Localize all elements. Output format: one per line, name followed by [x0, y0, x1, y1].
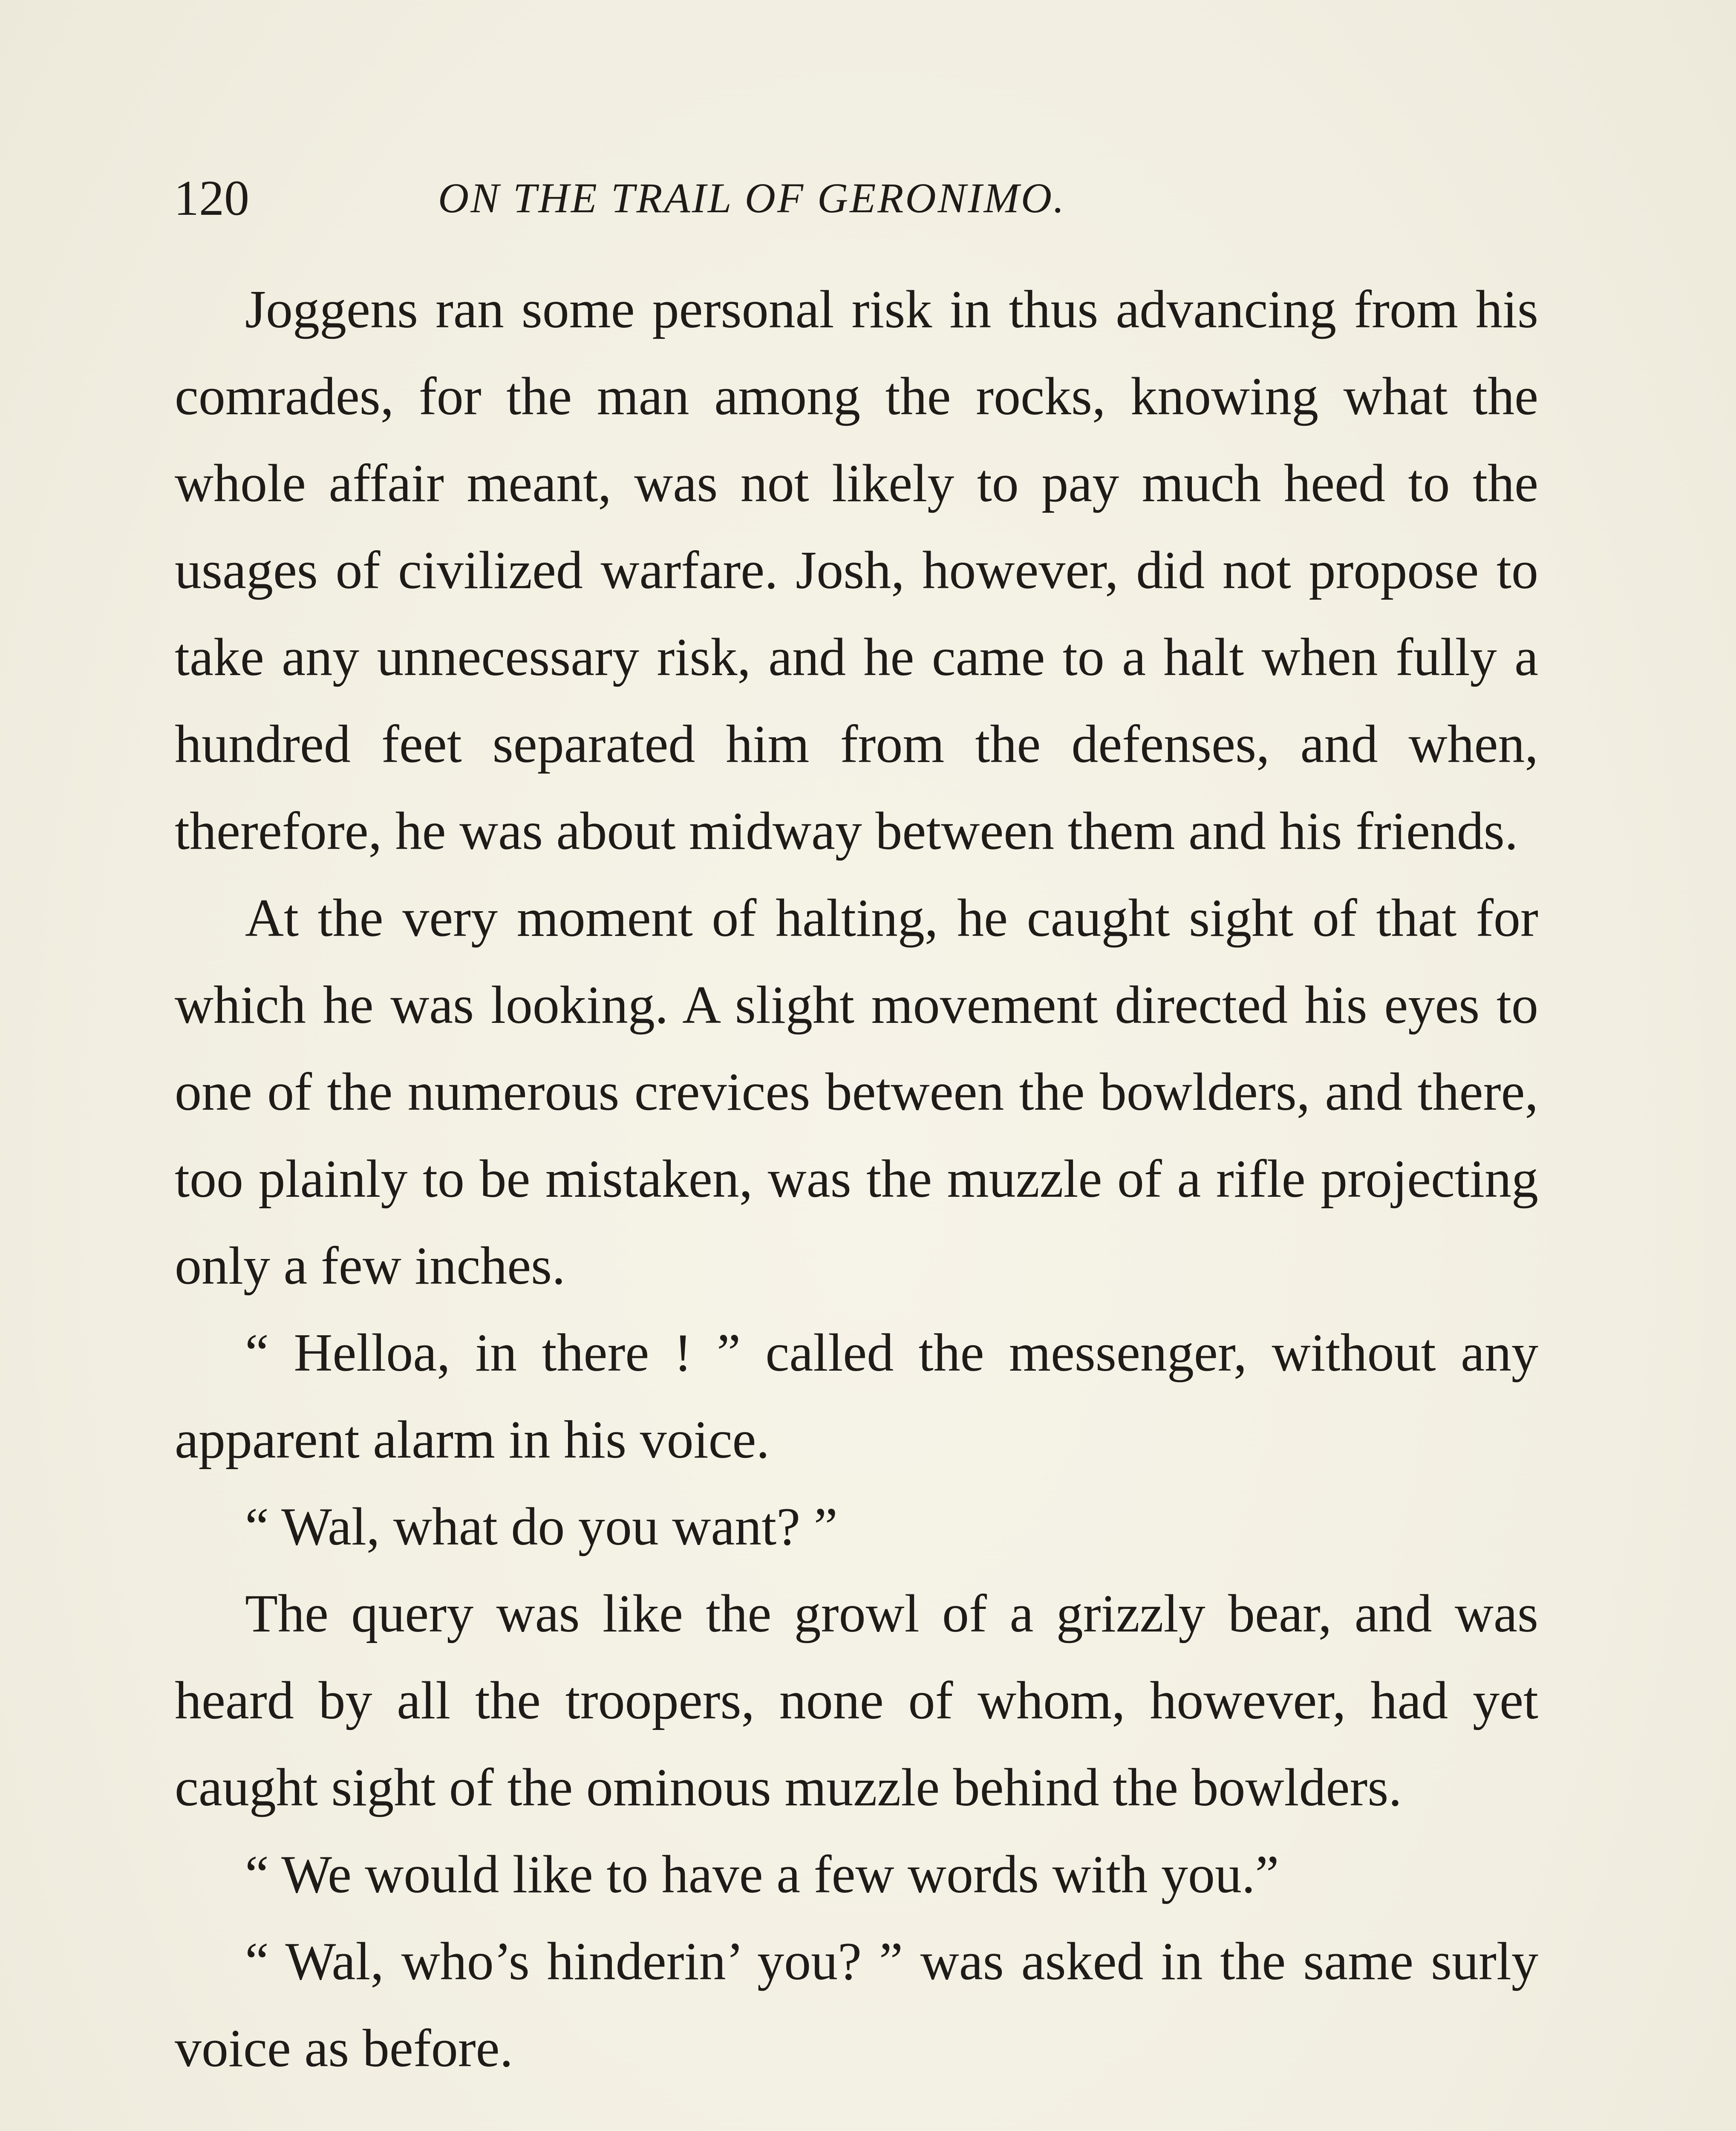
- page-header: [174, 168, 1290, 228]
- paragraph: “ Wal, who’s hinderin’ you? ” was asked in the same surly voice as before.: [175, 1932, 1538, 2078]
- running-title: ON THE TRAIL OF GERONIMO.: [438, 174, 1066, 222]
- page-number: 120: [174, 170, 249, 226]
- paragraph: At the very moment of halting, he caught sight of that for which he was looking. A slight movement directed his eyes to one of the numerous crevices between the bowlders, and there, too plainly to be mistaken, was the muzzle of a rifle projecting only a few inches.: [175, 889, 1538, 1296]
- paragraph: “ Helloa, in there ! ” called the messenger, without any apparent alarm in his voice.: [175, 1323, 1538, 1470]
- paragraph: Joggens ran some personal risk in thus advancing from his comrades, for the man among the rocks, knowing what the whole affair meant, was not likely to pay much heed to the usages of civilized warfare. Josh, however, did not propose to take any unnecessary risk, and he came to a halt when fully a hundred feet separated him from the defenses, and when, therefore, he was about midway between them and his friends.: [175, 280, 1538, 861]
- body-text: [175, 266, 1538, 2092]
- paragraph: “ We would like to have a few words with you.”: [245, 1845, 1279, 1904]
- paragraph: The query was like the growl of a grizzly bear, and was heard by all the troopers, none of whom, however, had yet caught sight of the ominous muzzle behind the bowlders.: [175, 1584, 1538, 1817]
- paragraph: “ Wal, what do you want? ”: [245, 1497, 838, 1556]
